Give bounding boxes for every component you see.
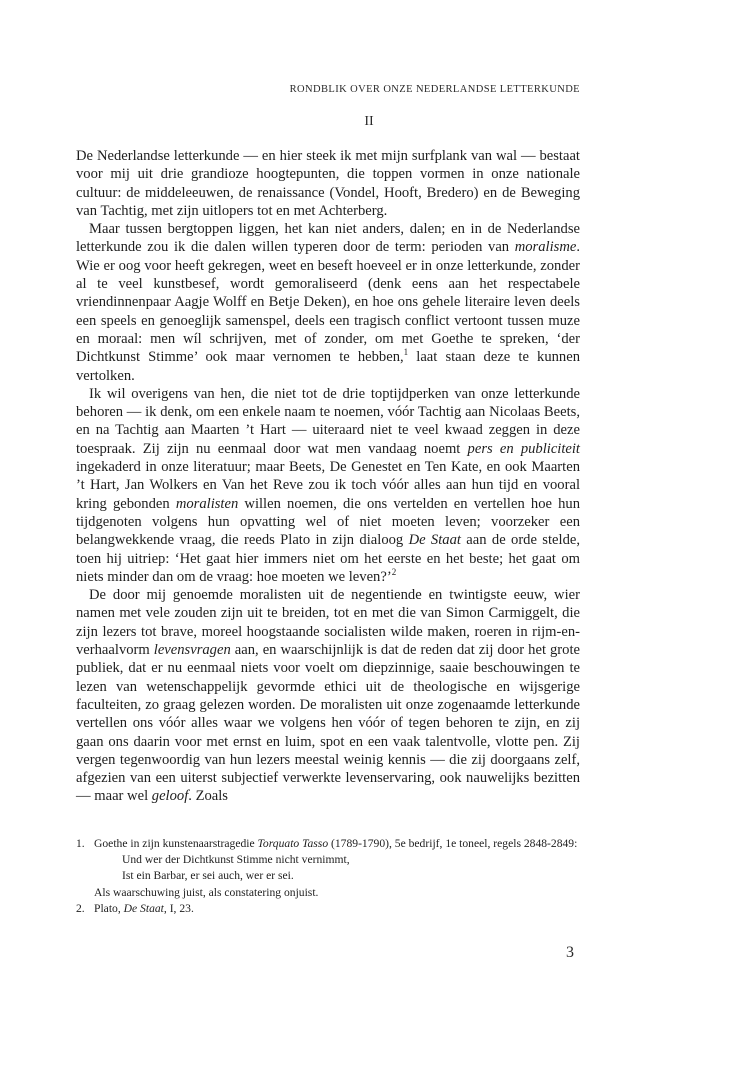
text-run: Ist ein Barbar, er sei auch, wer er sei. (122, 869, 294, 883)
verse-line (94, 852, 580, 868)
text-run: Goethe in zijn kunstenaarstragedie (94, 837, 258, 850)
footnote-reference: 2 (391, 566, 397, 577)
italic-text: moralisten (175, 495, 239, 512)
footnote-number: 2. (76, 901, 85, 915)
italic-text: Torquato Tasso (257, 837, 329, 850)
text-run: (1789-1790), 5e bedrijf, 1e toneel, regels 2848-2849: (328, 837, 578, 850)
footnote (76, 901, 580, 917)
text-run: . Wie er oog voor heeft gekregen, weet en beseft hoeveel er in onze letterkunde, zonder al te veel kunstbesef, wordt gemoraliseerd (denk eens aan het respectabele vriendinnenpaar Aagje Wolff en Betje Deken), en hoe ons gehele literaire leven deels een speels en genoeglijk samenspel, deels een tragisch conflict vertoont tussen muze en moraal: men wíl schrijven, met of zonder, om met Goethe te spreken, ‘der Dichtkunst Stimme’ ook maar vernomen te hebben, (76, 239, 580, 366)
paragraph (76, 220, 580, 385)
page-number: 3 (566, 944, 574, 961)
paragraph (76, 385, 580, 586)
text-run: Plato, (94, 901, 124, 915)
italic-text: pers en publiciteit (467, 440, 580, 457)
text-run: ingekaderd in onze literatuur; maar Beets, De Genestet en Ten Kate, en ook Maarten ’t Hart, Jan Wolkers en Van het Reve zou ik toch vóór alles aan hun tijd en vooral kring gebonden (76, 459, 580, 512)
paragraph (76, 586, 580, 806)
footnote-line (94, 836, 580, 852)
italic-text: De Staat (408, 532, 461, 549)
text-run: Ik wil overigens van hen, die niet tot de drie toptijdperken van onze letterkunde behoren — ik denk, om een enkele naam te noemen, vóór Tachtig aan Nicolaas Beets, en na Tachtig aan Maarten ’t Hart — uiteraard niet te veel kwaad zeggen in deze toespraak. Zij zijn nu eenmaal door wat men vandaag noemt (76, 385, 580, 457)
text-run: Maar tussen bergtoppen liggen, het kan niet anders, dalen; en in de Nederlandse letterkunde zou ik die dalen willen typeren door de term: perioden van (76, 221, 580, 256)
body-text (76, 147, 580, 806)
footnote-line (94, 901, 580, 917)
text-run: De door mij genoemde moralisten uit de negentiende en twintigste eeuw, wier namen met vele zouden zijn uit te breiden, tot en met die van Simon Carmiggelt, die zijn lezers tot brave, moreel hoogstaande socialisten wilde maken, roeren in rijm-en-verhaalvorm (76, 587, 580, 659)
text-run: , I, 23. (163, 901, 194, 915)
italic-text: levensvragen (153, 642, 231, 659)
text-run: aan de orde stelde, toen hij uitriep: ‘Het gaat hier immers niet om het eerste en het beste; het gaat om niets minder dan om de vraag: hoe moeten we leven?’ (76, 532, 580, 585)
text-run: Als waarschuwing juist, als constatering onjuist. (94, 885, 319, 899)
footnote-number: 1. (76, 837, 85, 850)
footnote-text (94, 836, 580, 901)
italic-text: geloof (151, 788, 189, 805)
text-run: laat staan deze te kunnen vertolken. (76, 349, 581, 384)
text-run: Und wer der Dichtkunst Stimme nicht vernimmt, (122, 853, 350, 867)
paragraph (76, 147, 580, 220)
text-run: willen noemen, die ons vertelden en vertellen hoe hun tijdgenoten volgens hun opvatting wel of niet moeten leven; voorzeker een belangwekkende vraag, die reeds Plato in zijn dialoog (76, 495, 581, 549)
running-head: RONDBLIK OVER ONZE NEDERLANDSE LETTERKUNDE (289, 84, 580, 95)
italic-text: moralisme (514, 239, 577, 256)
verse-line (94, 868, 580, 884)
footnote-reference: 1 (403, 347, 409, 358)
text-run: aan, en waarschijnlijk is dat de reden dat zij door het grote publiek, dat er nu eenmaal niets voor voelt om diepzinnige, saaie beschouwingen te lezen van wetenschappelijk gevormde ethici uit de theologische en wijsgerige faculteiten, zo graag gelezen worden. De moralisten uit onze zogenaamde letterkunde vertellen ons vóór alles waar we volgens hen vóór of tegen behoren te zijn, en zij gaan ons daarin voor met ernst en luim, spot en een vaak talentvolle, vlotte pen. Zij vergen tegenwoordig van hun lezers meestal weinig kennis — die zij doorgaans zelf, afgezien van een uiterst subjectief verwerkte levenservaring, ook nauwelijks bezitten — maar wel (76, 642, 580, 805)
italic-text: De Staat (123, 901, 164, 915)
section-number: II (364, 114, 374, 129)
text-run: De Nederlandse letterkunde — en hier steek ik met mijn surfplank van wal — bestaat voor mij uit drie grandioze hoogtepunten, die toppen vormen in onze nationale cultuur: de middeleeuwen, de renaissance (Vondel, Hooft, Bredero) en de Beweging van Tachtig, met zijn uitlopers tot en met Achterberg. (76, 148, 580, 219)
footnote-text (94, 901, 580, 917)
text-run: . Zoals (188, 788, 228, 805)
footnotes (76, 836, 580, 917)
footnote (76, 836, 580, 901)
footnote-line (94, 885, 580, 901)
